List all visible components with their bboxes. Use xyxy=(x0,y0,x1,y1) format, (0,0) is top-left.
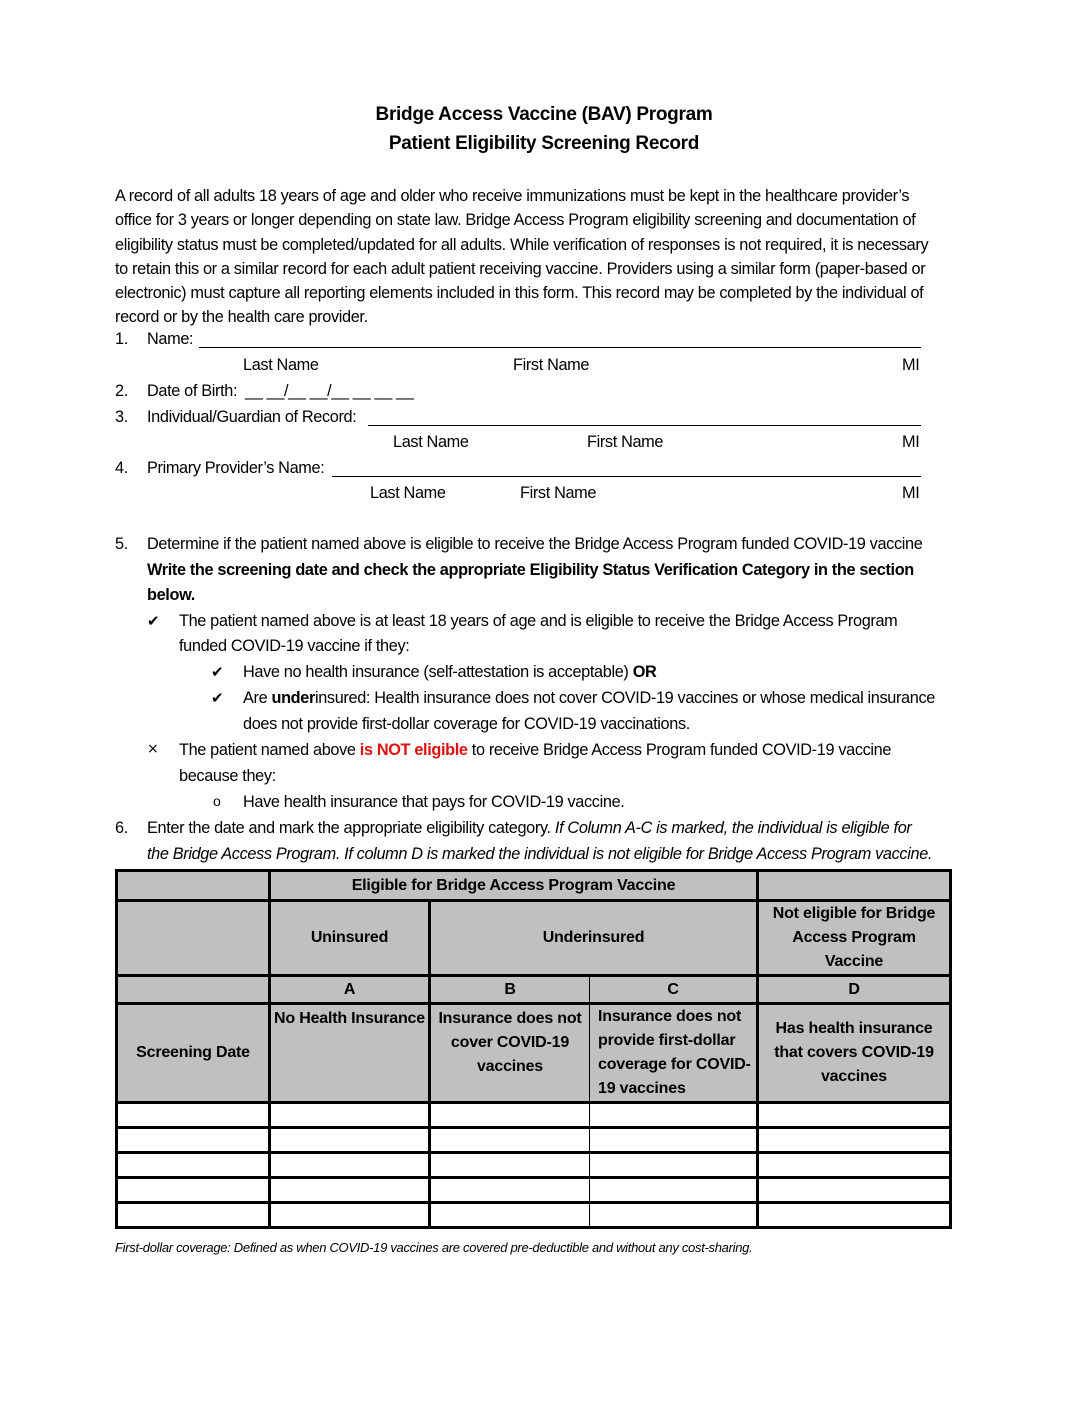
not-eligible-emphasis: is NOT eligible xyxy=(359,741,468,759)
provider-label: Primary Provider’s Name: xyxy=(147,459,325,477)
under-emphasis: under xyxy=(271,689,315,707)
column-b-cell[interactable] xyxy=(430,1153,590,1178)
item-text: Have no health insurance (self-attestation is acceptable) xyxy=(243,663,633,681)
item-text: insured: Health insurance does not cover COVID-19 vaccines or whose medical insurance xyxy=(314,689,935,707)
section6-instruction xyxy=(147,819,911,838)
item-suffix: to receive Bridge Access Program funded COVID-19 vaccine xyxy=(467,741,892,759)
provider-sub-last: Last Name xyxy=(370,484,446,502)
provider-sub-mi: MI xyxy=(902,484,920,502)
column-desc-d: Has health insurance that covers COVID-19 vaccines xyxy=(758,1004,951,1103)
column-c-cell[interactable] xyxy=(590,1178,758,1203)
screening-date-cell[interactable] xyxy=(117,1203,270,1228)
column-d-cell[interactable] xyxy=(758,1153,951,1178)
form-subtitle: Patient Eligibility Screening Record xyxy=(388,133,700,154)
column-desc-a: No Health Insurance xyxy=(270,1004,430,1103)
dob-input-mask[interactable]: __ __/__ __/__ __ __ __ xyxy=(245,382,414,400)
item-prefix: Are xyxy=(243,689,272,707)
field-number: 2. xyxy=(115,382,128,400)
guardian-input-line[interactable] xyxy=(368,425,921,426)
column-letter-a: A xyxy=(270,976,430,1004)
eligibility-table xyxy=(115,869,952,1229)
column-b-cell[interactable] xyxy=(430,1178,590,1203)
column-c-cell[interactable] xyxy=(590,1153,758,1178)
table-row xyxy=(117,1153,951,1178)
header-empty-cell xyxy=(758,871,951,901)
footnote: First-dollar coverage: Defined as when COVID-19 vaccines are covered pre-deductible and without any cost-sharing. xyxy=(115,1240,753,1255)
column-a-cell[interactable] xyxy=(270,1153,430,1178)
name-sub-mi: MI xyxy=(902,356,920,374)
field-number: 4. xyxy=(115,459,128,477)
header-not-eligible: Not eligible for Bridge Access Program Vaccine xyxy=(758,901,951,976)
column-c-cell[interactable] xyxy=(590,1203,758,1228)
eligible-item-uninsured xyxy=(243,663,656,682)
table-header-row xyxy=(117,976,951,1004)
header-empty-cell xyxy=(117,871,270,901)
column-desc-c: Insurance does not provide first-dollar coverage for COVID-19 vaccines xyxy=(590,1004,758,1103)
field-number: 3. xyxy=(115,408,128,426)
table-header-row xyxy=(117,1004,951,1103)
name-label: Name: xyxy=(147,330,194,348)
item-prefix: The patient named above xyxy=(179,741,360,759)
column-c-cell[interactable] xyxy=(590,1103,758,1128)
header-underinsured: Underinsured xyxy=(430,901,758,976)
provider-input-line[interactable] xyxy=(332,476,921,477)
section5-instruction: Write the screening date and check the appropriate Eligibility Status Verification Category in the section xyxy=(147,561,914,579)
form-title: Bridge Access Vaccine (BAV) Program xyxy=(375,104,713,125)
eligible-criteria: The patient named above is at least 18 years of age and is eligible to receive the Bridge Access Program xyxy=(179,612,898,630)
checkmark-icon: ✔ xyxy=(211,663,224,681)
header-uninsured: Uninsured xyxy=(270,901,430,976)
name-sub-first: First Name xyxy=(513,356,590,374)
header-empty-cell xyxy=(117,976,270,1004)
intro-line: office for 3 years or longer depending on state law. Bridge Access Program eligibility screening and documentation of xyxy=(115,211,916,230)
instruction-text: Enter the date and mark the appropriate eligibility category. xyxy=(147,819,555,837)
column-a-cell[interactable] xyxy=(270,1178,430,1203)
column-d-cell[interactable] xyxy=(758,1128,951,1153)
name-input-line[interactable] xyxy=(199,347,921,348)
table-row xyxy=(117,1203,951,1228)
field-number: 6. xyxy=(115,819,128,837)
checkmark-icon: ✔ xyxy=(147,612,160,630)
guardian-label: Individual/Guardian of Record: xyxy=(147,408,357,426)
circle-bullet-icon: o xyxy=(213,793,221,809)
column-a-cell[interactable] xyxy=(270,1128,430,1153)
guardian-sub-mi: MI xyxy=(902,433,920,451)
section5-instruction-cont: below. xyxy=(147,586,195,604)
field-number: 5. xyxy=(115,535,128,553)
column-d-cell[interactable] xyxy=(758,1178,951,1203)
x-mark-icon: × xyxy=(147,741,159,757)
column-b-cell[interactable] xyxy=(430,1103,590,1128)
header-empty-cell xyxy=(117,901,270,976)
column-a-cell[interactable] xyxy=(270,1203,430,1228)
not-eligible-criteria-cont: because they: xyxy=(179,767,276,785)
checkmark-icon: ✔ xyxy=(211,689,224,707)
table-row xyxy=(117,1128,951,1153)
or-emphasis: OR xyxy=(632,663,657,681)
column-c-cell[interactable] xyxy=(590,1128,758,1153)
column-desc-b: Insurance does not cover COVID-19 vaccines xyxy=(430,1004,590,1103)
header-eligible-group: Eligible for Bridge Access Program Vaccine xyxy=(270,871,758,901)
dob-label: Date of Birth: xyxy=(147,382,238,400)
intro-paragraph xyxy=(115,184,963,330)
intro-line: record or by the health care provider. xyxy=(115,308,368,327)
intro-line: to retain this or a similar record for each adult patient receiving vaccine. Providers using a similar form (paper-based or xyxy=(115,259,926,278)
column-b-cell[interactable] xyxy=(430,1203,590,1228)
field-number: 1. xyxy=(115,330,128,348)
not-eligible-criteria xyxy=(179,741,891,760)
column-letter-b: B xyxy=(430,976,590,1004)
screening-date-cell[interactable] xyxy=(117,1128,270,1153)
eligible-item-underinsured xyxy=(243,689,935,708)
screening-date-cell[interactable] xyxy=(117,1178,270,1203)
name-sub-last: Last Name xyxy=(243,356,319,374)
intro-line: eligibility status must be completed/updated for all adults. While verification of responses is not required, it is necessary xyxy=(115,235,929,254)
guardian-sub-first: First Name xyxy=(587,433,664,451)
table-header-row xyxy=(117,901,951,976)
column-letter-c: C xyxy=(590,976,758,1004)
section5-intro: Determine if the patient named above is eligible to receive the Bridge Access Program funded COVID-19 vaccine xyxy=(147,535,923,553)
header-screening-date: Screening Date xyxy=(117,1004,270,1103)
screening-date-cell[interactable] xyxy=(117,1103,270,1128)
screening-date-cell[interactable] xyxy=(117,1153,270,1178)
eligible-criteria-cont: funded COVID-19 vaccine if they: xyxy=(179,637,410,655)
column-d-cell[interactable] xyxy=(758,1103,951,1128)
intro-line: electronic) must capture all reporting elements included in this form. This record may be completed by the individual of xyxy=(115,284,924,303)
instruction-italic: If Column A-C is marked, the individual is eligible for xyxy=(554,819,912,837)
table-header-row xyxy=(117,871,951,901)
column-d-cell[interactable] xyxy=(758,1203,951,1228)
guardian-sub-last: Last Name xyxy=(393,433,469,451)
column-letter-d: D xyxy=(758,976,951,1004)
provider-sub-first: First Name xyxy=(520,484,597,502)
intro-line: A record of all adults 18 years of age and older who receive immunizations must be kept in the healthcare provider’s xyxy=(115,187,910,205)
column-b-cell[interactable] xyxy=(430,1128,590,1153)
not-eligible-item: Have health insurance that pays for COVID-19 vaccine. xyxy=(243,793,625,811)
section6-instruction-cont: the Bridge Access Program. If column D is marked the individual is not eligible for Bridge Access Program vaccine. xyxy=(147,845,933,863)
table-row xyxy=(117,1103,951,1128)
table-row xyxy=(117,1178,951,1203)
column-a-cell[interactable] xyxy=(270,1103,430,1128)
eligible-item-underinsured-cont: does not provide first-dollar coverage for COVID-19 vaccinations. xyxy=(243,715,690,733)
